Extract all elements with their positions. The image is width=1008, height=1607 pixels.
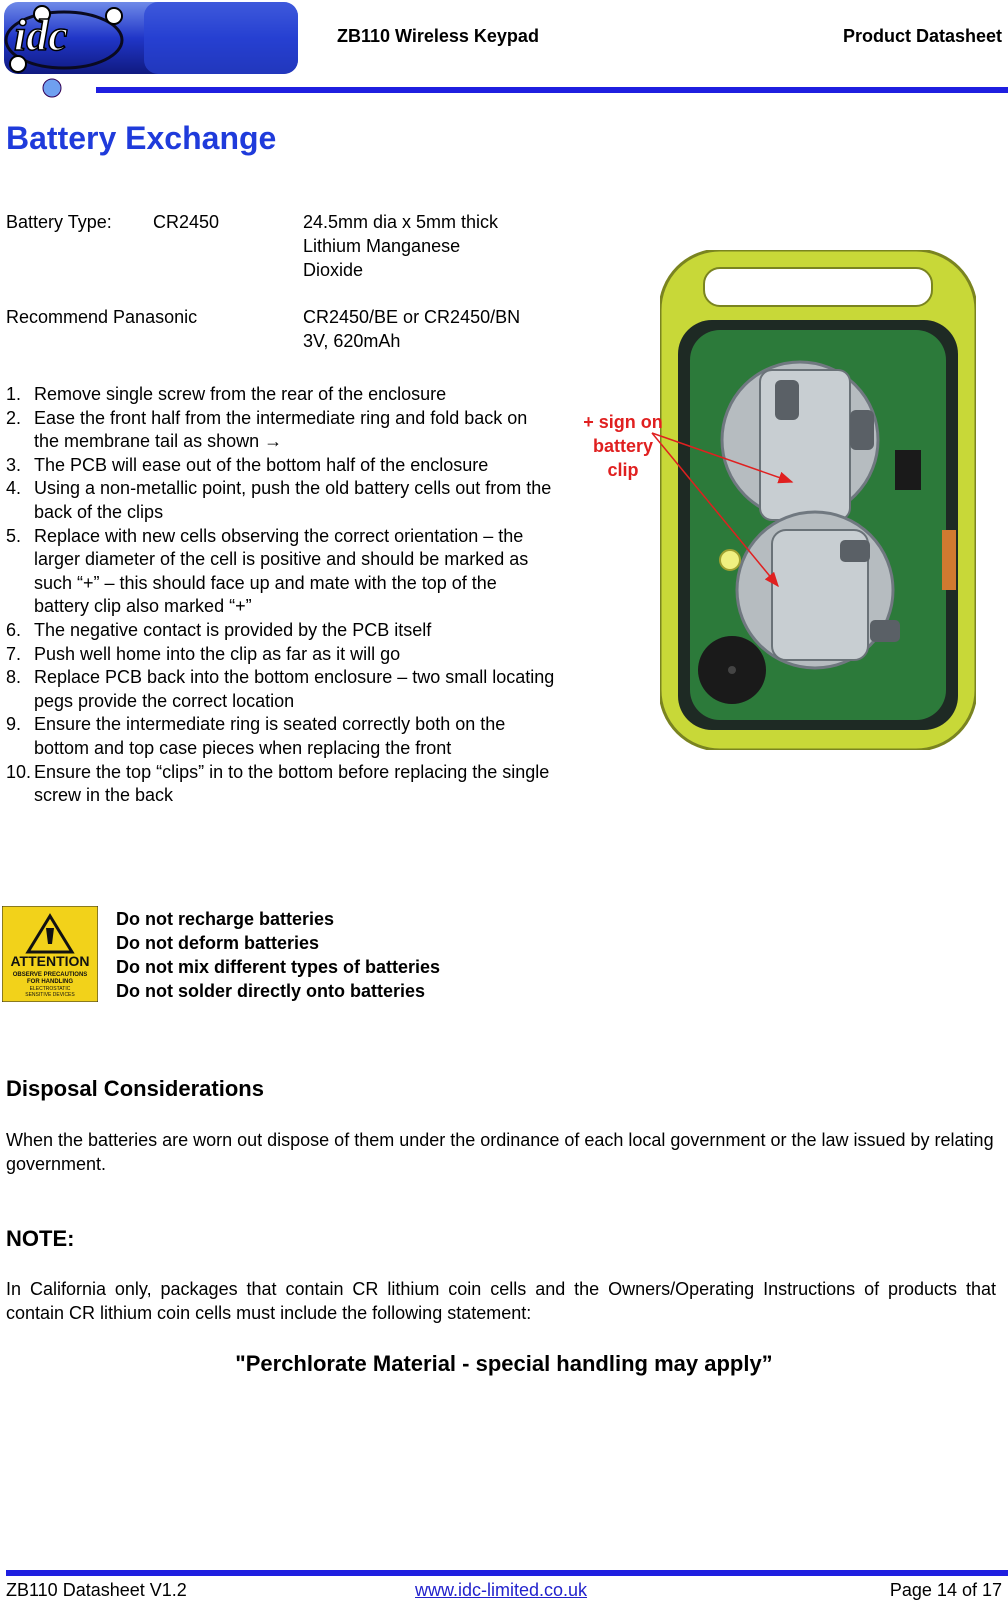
- disposal-heading: Disposal Considerations: [6, 1076, 264, 1101]
- step-item: 3. The PCB will ease out of the bottom half of the enclosure: [6, 454, 489, 475]
- step-item: 1. Remove single screw from the rear of the enclosure: [6, 384, 447, 404]
- step-item: 10. Ensure the top “clips” in to the bottom before replacing the single screw in the back: [6, 761, 550, 806]
- note-heading: NOTE:: [6, 1226, 75, 1251]
- note-text: In California only, packages that contain CR lithium coin cells and the Owners/Operating Instructions of products that contain CR lithium coin cells must include the following statement:: [6, 1279, 996, 1323]
- step-item: 8. Replace PCB back into the bottom enclosure – two small locating pegs provide the correct location: [6, 667, 555, 711]
- step-item: 4. Using a non-metallic point, push the old battery cells out from the back of the clips: [6, 478, 552, 522]
- svg-text:idc: idc: [14, 11, 68, 60]
- footer-doc-version: ZB110 Datasheet V1.2: [6, 1580, 187, 1600]
- battery-type-desc-3: Dioxide: [303, 260, 364, 280]
- perchlorate-statement: "Perchlorate Material - special handling may apply”: [235, 1351, 773, 1376]
- callout-arrows: [560, 400, 860, 620]
- recommend-value-2: 3V, 620mAh: [303, 331, 401, 351]
- battery-warnings: [116, 907, 440, 1003]
- footer-page-number: Page 14 of 17: [889, 1580, 1002, 1600]
- footer-website-link[interactable]: www.idc-limited.co.uk: [415, 1580, 588, 1600]
- header-rule: [96, 87, 1008, 93]
- step-item: 7. Push well home into the clip as far as it will go: [6, 643, 401, 664]
- esd-attention-sign: [2, 906, 98, 1002]
- header-title: ZB110 Wireless Keypad: [337, 26, 539, 46]
- recommend-value-1: CR2450/BE or CR2450/BN: [303, 307, 521, 327]
- warning-item: Do not deform batteries: [116, 933, 320, 953]
- plus-sign-callout: + sign on battery clip: [583, 412, 663, 480]
- page-title: Battery Exchange: [6, 120, 277, 156]
- step-item: 9. Ensure the intermediate ring is seated correctly both on the bottom and top case pieces when replacing the front: [6, 714, 506, 758]
- svg-text:FOR HANDLING: FOR HANDLING: [27, 979, 73, 985]
- svg-text:ATTENTION: ATTENTION: [10, 953, 90, 969]
- warning-item: Do not solder directly onto batteries: [116, 981, 426, 1001]
- header-doc-type: Product Datasheet: [842, 26, 1002, 46]
- replacement-steps: [6, 383, 556, 808]
- recommend-label: Recommend Panasonic: [6, 307, 198, 327]
- step-item: 2. Ease the front half from the intermediate ring and fold back on the membrane tail as shown →: [6, 407, 528, 452]
- battery-type-value: CR2450: [153, 212, 220, 232]
- svg-text:SENSITIVE DEVICES: SENSITIVE DEVICES: [25, 992, 75, 998]
- warning-item: Do not recharge batteries: [116, 909, 335, 929]
- battery-type-label: Battery Type:: [6, 212, 112, 232]
- disposal-text: When the batteries are worn out dispose of them under the ordinance of each local government or the law issued by relating government.: [6, 1130, 994, 1174]
- warning-item: Do not mix different types of batteries: [116, 957, 441, 977]
- battery-type-desc-2: Lithium Manganese: [303, 236, 461, 256]
- step-item: 6. The negative contact is provided by the PCB itself: [6, 619, 432, 640]
- svg-text:ELECTROSTATIC: ELECTROSTATIC: [29, 986, 71, 992]
- footer-rule: [6, 1570, 1008, 1576]
- svg-text:OBSERVE PRECAUTIONS: OBSERVE PRECAUTIONS: [12, 972, 88, 978]
- step-item: 5. Replace with new cells observing the correct orientation – the larger diameter of the cell is positive and should be marked as such “+” – this should face up and mate with the top of the battery clip also marked “+”: [6, 525, 529, 617]
- battery-type-desc-1: 24.5mm dia x 5mm thick: [303, 212, 499, 232]
